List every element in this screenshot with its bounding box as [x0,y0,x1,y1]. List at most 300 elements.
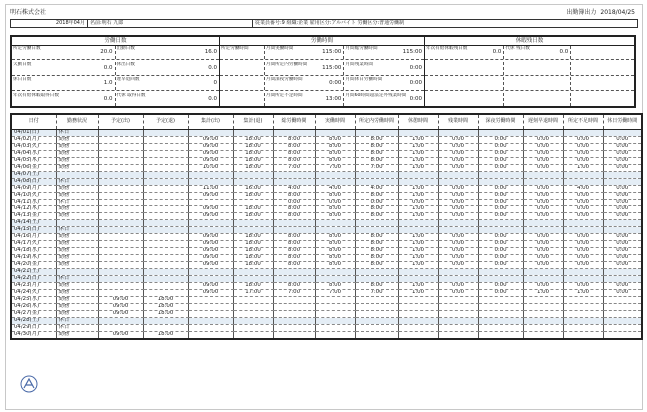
summary-cell [571,46,634,59]
summary-row [12,93,219,106]
cell-in: 11:00 [188,185,233,192]
summary-value: 0.0 [103,64,113,71]
table-row [11,269,642,276]
cell-regular: 8:00 [355,136,398,143]
summary-label: 月間総労働時間 [345,46,378,51]
cell-plan_out [143,241,188,248]
cell-plan_out [143,178,188,185]
summary-cell [571,62,634,75]
cell-in: 09:00 [188,192,233,199]
cell-break: 1:00 [398,248,438,255]
cell-status: 休日 [56,178,98,185]
summary-cell [265,62,345,75]
cell-regular [355,331,398,338]
cell-total: 8:00 [273,262,315,269]
summary-cell [220,77,265,90]
cell-actual: 8:00 [315,136,355,143]
summary-label: 所定労働日数 [13,46,41,51]
cell-late [523,276,563,283]
cell-short [563,220,603,227]
cell-night [478,324,523,331]
column-header: 予定(退) [143,114,188,130]
cell-date: 04/23(月) [11,282,56,289]
cell-short: 0:00 [563,150,603,157]
cell-night: 0:00 [478,157,523,164]
column-header: 集計(出) [188,114,233,130]
cell-status: 勤務 [56,282,98,289]
cell-short [563,296,603,303]
cell-actual: 8:00 [315,150,355,157]
table-row [11,310,642,317]
summary-cell [220,46,265,59]
cell-regular: 0:00 [355,199,398,206]
summary-value: 0.0 [103,95,113,102]
cell-break: 1:00 [398,206,438,213]
cell-total: 7:00 [273,289,315,296]
cell-holiday: 0:00 [603,164,642,171]
summary-work-hours [220,37,425,106]
cell-actual: 8:00 [315,192,355,199]
cell-total [273,331,315,338]
cell-actual: 8:00 [315,213,355,220]
cell-actual [315,130,355,137]
cell-actual: 0:00 [315,199,355,206]
company-name: 明石株式会社 [10,9,47,16]
cell-status: 休日 [56,130,98,137]
cell-out [233,296,273,303]
cell-status: 休日 [56,317,98,324]
cell-break: 1:00 [398,289,438,296]
cell-out: 18:00 [233,241,273,248]
cell-plan_in: 09:00 [98,331,143,338]
cell-holiday [603,227,642,234]
cell-night: 0:00 [478,234,523,241]
cell-out: 18:00 [233,213,273,220]
cell-date: 04/22(日) [11,276,56,283]
cell-overtime [438,220,478,227]
cell-plan_out [143,255,188,262]
summary-cell [12,77,116,90]
cell-late: 0:00 [523,185,563,192]
table-row [11,276,642,283]
cell-night: 0:00 [478,255,523,262]
cell-break: 0:00 [398,199,438,206]
cell-late: 0:00 [523,157,563,164]
cell-total: 8:00 [273,213,315,220]
cell-in [188,178,233,185]
cell-holiday: 0:00 [603,262,642,269]
cell-in: 09:00 [188,213,233,220]
cell-plan_out [143,269,188,276]
cell-holiday: 0:00 [603,234,642,241]
summary-row [220,93,424,106]
summary-value: 0.0 [208,64,217,71]
cell-total [273,317,315,324]
cell-short: 0:00 [563,241,603,248]
cell-late: 0:00 [523,136,563,143]
cell-plan_out [143,324,188,331]
cell-night [478,276,523,283]
cell-late [523,130,563,137]
cell-overtime: 0:00 [438,199,478,206]
cell-short [563,303,603,310]
cell-date: 04/03(火) [11,143,56,150]
cell-overtime [438,324,478,331]
cell-holiday [603,303,642,310]
summary-work-days [12,37,220,106]
cell-plan_out [143,234,188,241]
cell-actual [315,310,355,317]
attendance-table [10,113,643,340]
summary-label: 年次有給休暇残日数 [426,46,468,51]
cell-status: 勤務 [56,234,98,241]
cell-status: 勤務 [56,206,98,213]
cell-status: 勤務 [56,241,98,248]
cell-regular: 8:00 [355,213,398,220]
cell-plan_in [98,178,143,185]
cell-late: 0:00 [523,150,563,157]
cell-total [273,310,315,317]
table-row [11,248,642,255]
cell-in: 09:00 [188,248,233,255]
cell-plan_in [98,185,143,192]
column-header: 総労働時間 [273,114,315,130]
column-header: 実働時間 [315,114,355,130]
cell-status [56,220,98,227]
cell-night: 0:00 [478,206,523,213]
cell-in: 09:00 [188,157,233,164]
cell-break [398,276,438,283]
summary-value: 0.0 [559,49,569,55]
cell-break: 1:00 [398,185,438,192]
cell-plan_out [143,130,188,137]
cell-actual: 7:00 [315,164,355,171]
cell-short: 0:00 [563,262,603,269]
cell-actual [315,220,355,227]
cell-date: 04/12(木) [11,206,56,213]
summary-value: 0:00 [409,95,422,102]
column-header: 集計(退) [233,114,273,130]
cell-actual [315,227,355,234]
print-label: 出勤簿出力 [566,9,597,16]
cell-total: 8:00 [273,282,315,289]
cell-plan_in [98,171,143,178]
cell-break: 1:00 [398,143,438,150]
cell-plan_out [143,136,188,143]
cell-total [273,296,315,303]
summary-cell [425,77,504,90]
summary-value: 13:00 [325,95,342,102]
table-row [11,150,642,157]
cell-break: 1:00 [398,282,438,289]
summary-cell [344,77,424,90]
summary-value: 115:00 [322,49,342,55]
cell-break: 1:00 [398,150,438,157]
cell-night [478,178,523,185]
cell-holiday: 0:00 [603,248,642,255]
cell-plan_out: 18:00 [143,310,188,317]
cell-overtime: 0:00 [438,192,478,199]
summary-value: 0:00 [409,64,422,71]
cell-break: 1:00 [398,213,438,220]
cell-plan_in [98,150,143,157]
cell-short [563,317,603,324]
summary-cell [116,93,220,106]
cell-night [478,296,523,303]
cell-plan_out [143,199,188,206]
cell-in [188,199,233,206]
cell-regular: 4:00 [355,185,398,192]
employee-name-cell: 名前:明石 九郎 [88,20,253,27]
cell-short [563,171,603,178]
cell-regular [355,276,398,283]
cell-plan_out [143,213,188,220]
employee-details-cell: 従業員番号:9 組織:企業 雇用区分:アルバイト 労働区分:普通労働制 [255,20,405,26]
cell-regular [355,178,398,185]
cell-overtime: 0:00 [438,206,478,213]
cell-total: 4:00 [273,185,315,192]
cell-overtime: 0:00 [438,185,478,192]
cell-status: 勤務 [56,143,98,150]
cell-overtime: 0:00 [438,234,478,241]
summary-cell [504,62,571,75]
cell-break: 1:00 [398,262,438,269]
cell-plan_out [143,317,188,324]
cell-out: 18:00 [233,150,273,157]
cell-out: 18:00 [233,282,273,289]
cell-actual [315,303,355,310]
cell-in [188,324,233,331]
cell-regular: 8:00 [355,143,398,150]
summary-row [12,62,219,76]
cell-in [188,130,233,137]
cell-total: 8:00 [273,241,315,248]
cell-night: 0:00 [478,248,523,255]
summary-panel [10,35,636,108]
cell-night: 0:00 [478,262,523,269]
cell-date: 04/10(火) [11,192,56,199]
column-header: 日付 [11,114,56,130]
cell-out [233,331,273,338]
cell-late: 0:00 [523,213,563,220]
cell-regular: 7:00 [355,164,398,171]
cell-total [273,276,315,283]
cell-status: 休日 [56,324,98,331]
cell-night [478,130,523,137]
cell-total: 8:00 [273,255,315,262]
cell-holiday [603,310,642,317]
cell-late [523,220,563,227]
cell-plan_in [98,282,143,289]
cell-short [563,178,603,185]
summary-label: 年次有給休暇取得日数 [13,92,59,98]
column-header: 残業時間 [438,114,478,130]
cell-late: 0:00 [523,164,563,171]
cell-short: 0:00 [563,192,603,199]
cell-late: 0:00 [523,262,563,269]
cell-late: 0:00 [523,241,563,248]
cell-plan_out [143,192,188,199]
cell-night [478,227,523,234]
cell-status: 勤務 [56,289,98,296]
column-header: 予定(出) [98,114,143,130]
cell-actual: 8:00 [315,206,355,213]
cell-break [398,324,438,331]
table-row [11,303,642,310]
summary-label: 月間残業時間 [345,61,373,67]
cell-total: 0:00 [273,199,315,206]
column-header: 所定内労働時間 [355,114,398,130]
cell-in: 09:00 [188,234,233,241]
column-header: 深夜労働時間 [478,114,523,130]
cell-in: 09:00 [188,282,233,289]
cell-holiday [603,269,642,276]
cell-actual [315,317,355,324]
cell-actual: 8:00 [315,143,355,150]
cell-out [233,227,273,234]
summary-label: 所定労働時間 [221,46,249,51]
cell-out [233,317,273,324]
cell-night: 0:00 [478,150,523,157]
cell-late [523,178,563,185]
cell-date: 04/16(月) [11,234,56,241]
cell-plan_in [98,234,143,241]
print-info [562,7,635,16]
cell-short [563,130,603,137]
cell-overtime [438,178,478,185]
cell-date: 04/24(火) [11,289,56,296]
cell-status: 勤務 [56,296,98,303]
cell-out: 18:00 [233,206,273,213]
cell-in: 09:00 [188,241,233,248]
summary-cell [265,77,345,90]
cell-status: 勤務 [56,136,98,143]
cell-out: 18:00 [233,143,273,150]
summary-label: 代休 取得日数 [116,92,146,98]
cell-plan_out: 18:00 [143,331,188,338]
cell-night: 0:00 [478,241,523,248]
cell-total [273,130,315,137]
cell-break: 1:00 [398,157,438,164]
cell-plan_in [98,213,143,220]
cell-late [523,171,563,178]
cell-break [398,310,438,317]
summary-cell [265,46,345,59]
cell-actual: 7:00 [315,289,355,296]
cell-status: 勤務 [56,157,98,164]
cell-in: 09:00 [188,150,233,157]
table-row [11,213,642,220]
table-row [11,289,642,296]
cell-plan_out [143,289,188,296]
table-row [11,324,642,331]
cell-plan_in [98,262,143,269]
table-row [11,255,642,262]
cell-total [273,171,315,178]
summary-cell [220,93,265,106]
summary-cell [12,93,116,106]
cell-holiday: 0:00 [603,150,642,157]
cell-plan_out [143,150,188,157]
cell-regular: 8:00 [355,248,398,255]
cell-overtime [438,269,478,276]
cell-out: 18:00 [233,255,273,262]
cell-plan_in [98,157,143,164]
cell-status [56,269,98,276]
summary-label: 月間所定内労働時間 [265,61,308,67]
summary-cell [571,93,634,106]
cell-regular [355,303,398,310]
cell-date: 04/15(日) [11,227,56,234]
cell-overtime: 0:00 [438,289,478,296]
cell-regular: 8:00 [355,262,398,269]
cell-holiday: 0:00 [603,213,642,220]
cell-status: 勤務 [56,255,98,262]
table-row [11,178,642,185]
cell-status: 休日 [56,199,98,206]
cell-out: 18:00 [233,157,273,164]
cell-in: 09:00 [188,289,233,296]
cell-plan_out [143,276,188,283]
cell-date: 04/17(火) [11,241,56,248]
cell-total: 8:00 [273,206,315,213]
cell-in [188,296,233,303]
table-row [11,241,642,248]
summary-row [220,62,424,76]
summary-row [220,77,424,91]
cell-overtime: 0:00 [438,213,478,220]
cell-holiday: 0:00 [603,255,642,262]
cell-date: 04/26(木) [11,303,56,310]
cell-plan_in [98,130,143,137]
cell-regular [355,171,398,178]
cell-plan_out: 18:00 [143,296,188,303]
cell-overtime [438,171,478,178]
cell-date: 04/27(金) [11,310,56,317]
table-row [11,234,642,241]
summary-label: 月間休日労働時間 [345,77,383,82]
cell-plan_in [98,227,143,234]
cell-night: 0:00 [478,192,523,199]
summary-row [220,46,424,60]
cell-out [233,310,273,317]
cell-plan_out [143,171,188,178]
cell-status: 勤務 [56,185,98,192]
summary-value: 1.0 [103,80,113,86]
summary-cell [116,62,220,75]
cell-date: 04/21(土) [11,269,56,276]
cell-night: 0:00 [478,289,523,296]
summary-cell [504,46,571,59]
cell-holiday: 0:00 [603,157,642,164]
cell-date: 04/19(木) [11,255,56,262]
cell-night: 0:00 [478,199,523,206]
cell-actual: 8:00 [315,241,355,248]
cell-date: 04/08(日) [11,178,56,185]
summary-cell [116,46,220,59]
cell-plan_out [143,227,188,234]
cell-actual [315,178,355,185]
cell-plan_in [98,324,143,331]
cell-plan_out [143,143,188,150]
summary-value: 0:00 [329,80,342,86]
summary-cell [116,77,220,90]
cell-overtime [438,303,478,310]
cell-night [478,317,523,324]
cell-short [563,324,603,331]
cell-total: 8:00 [273,150,315,157]
cell-night [478,310,523,317]
